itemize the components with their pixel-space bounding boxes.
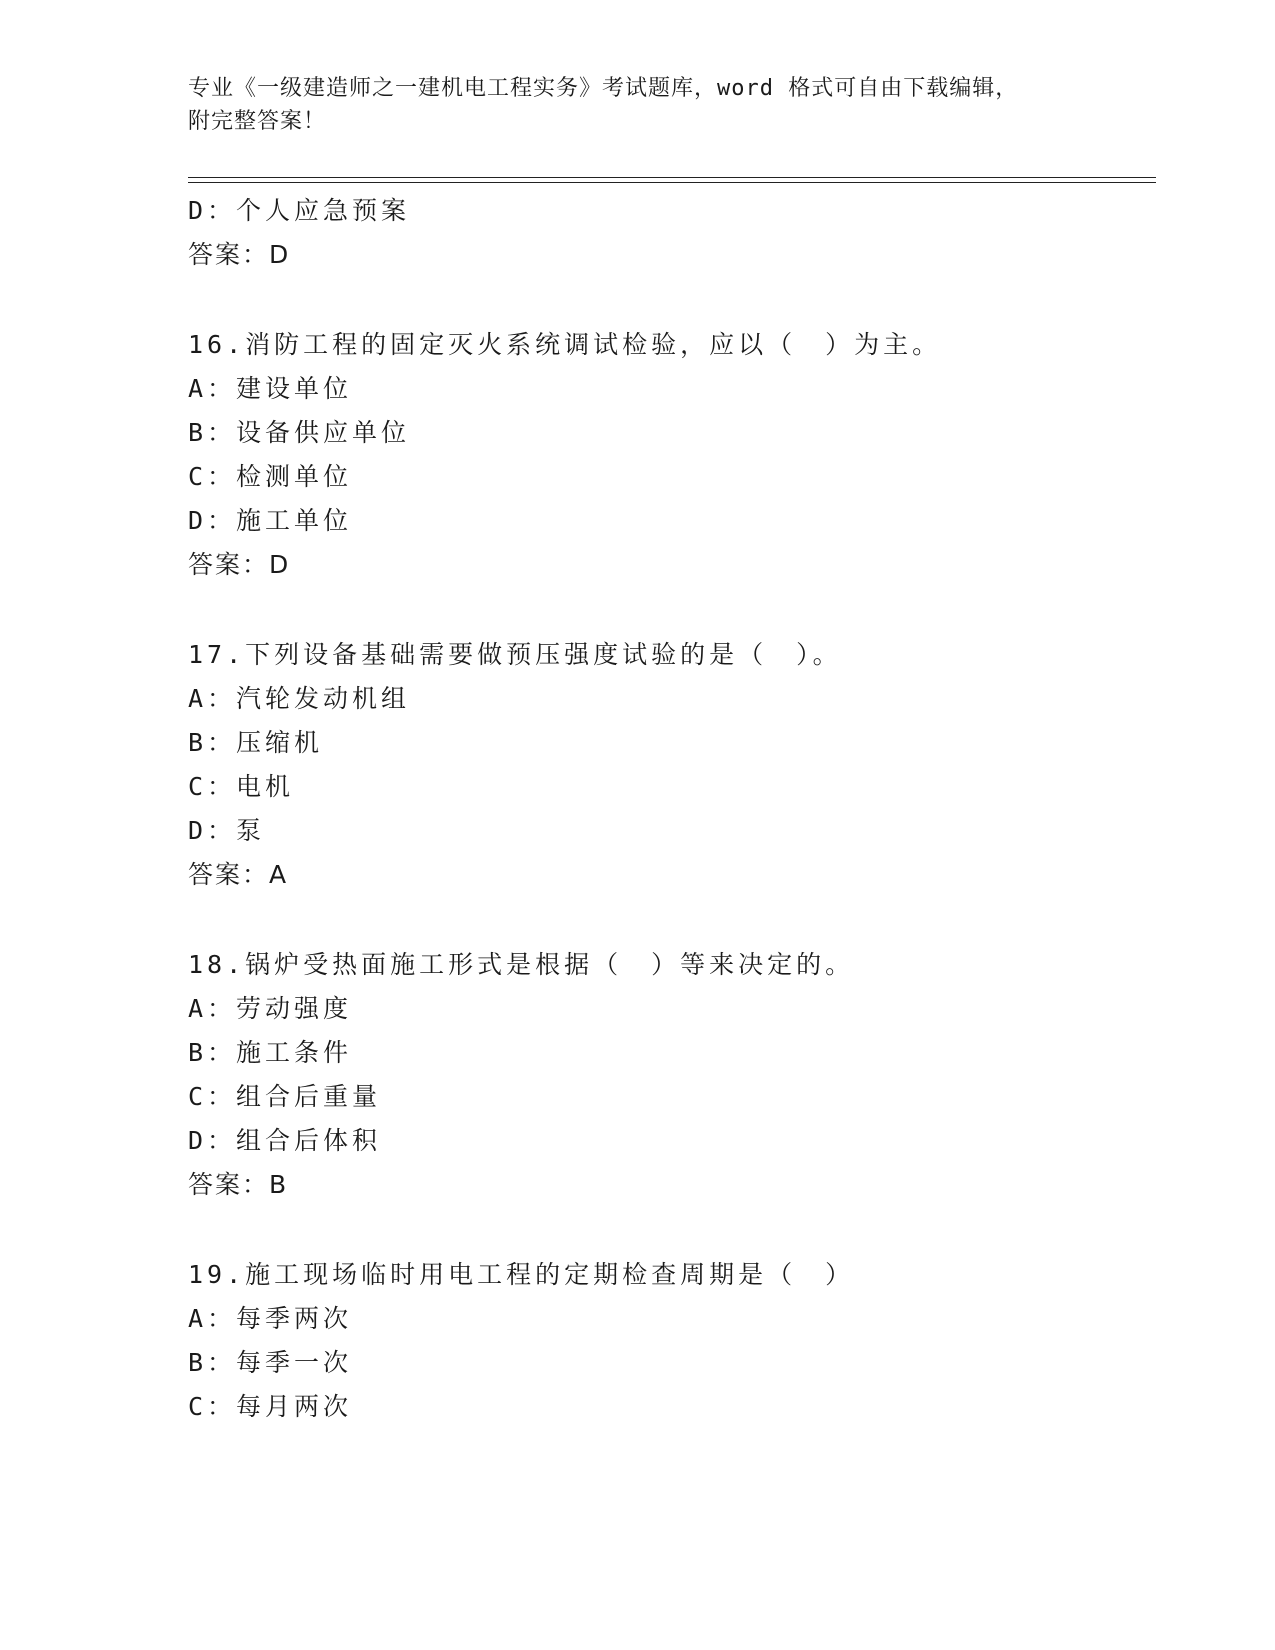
question-18-option-d: D：组合后体积 — [188, 1126, 382, 1155]
header-divider-bottom — [188, 182, 1156, 183]
question-18-option-a: A：劳动强度 — [188, 994, 353, 1023]
question-17-option-a: A：汽轮发动机组 — [188, 684, 411, 713]
question-19-stem: 19.施工现场临时用电工程的定期检查周期是（ ） — [188, 1260, 855, 1289]
question-18-option-c: C：组合后重量 — [188, 1082, 382, 1111]
question-18-stem: 18.锅炉受热面施工形式是根据（ ）等来决定的。 — [188, 950, 855, 979]
question-16-option-a: A：建设单位 — [188, 374, 353, 403]
question-19-option-a: A：每季两次 — [188, 1304, 353, 1333]
question-17-option-b: B：压缩机 — [188, 728, 324, 757]
question-16-stem: 16.消防工程的固定灭火系统调试检验，应以（ ）为主。 — [188, 330, 942, 359]
header-divider-top — [188, 177, 1156, 178]
header-line-2: 附完整答案！ — [188, 109, 327, 134]
question-18-option-b: B：施工条件 — [188, 1038, 353, 1067]
question-16-option-b: B：设备供应单位 — [188, 418, 411, 447]
question-18-answer: 答案：B — [188, 1170, 289, 1199]
question-16-option-c: C：检测单位 — [188, 462, 353, 491]
question-16-answer: 答案：D — [188, 550, 291, 579]
header-line-1: 专业《一级建造师之一建机电工程实务》考试题库，word 格式可自由下载编辑， — [188, 76, 1019, 101]
prev-option-d: D：个人应急预案 — [188, 196, 411, 225]
question-16-option-d: D：施工单位 — [188, 506, 353, 535]
question-17-option-c: C：电机 — [188, 772, 295, 801]
question-17-stem: 17.下列设备基础需要做预压强度试验的是（ ）。 — [188, 640, 842, 669]
document-header — [188, 72, 1088, 138]
question-17-option-d: D：泵 — [188, 816, 266, 845]
question-19-option-b: B：每季一次 — [188, 1348, 353, 1377]
prev-answer: 答案：D — [188, 240, 291, 269]
question-17-answer: 答案：A — [188, 860, 289, 889]
question-19-option-c: C：每月两次 — [188, 1392, 353, 1421]
